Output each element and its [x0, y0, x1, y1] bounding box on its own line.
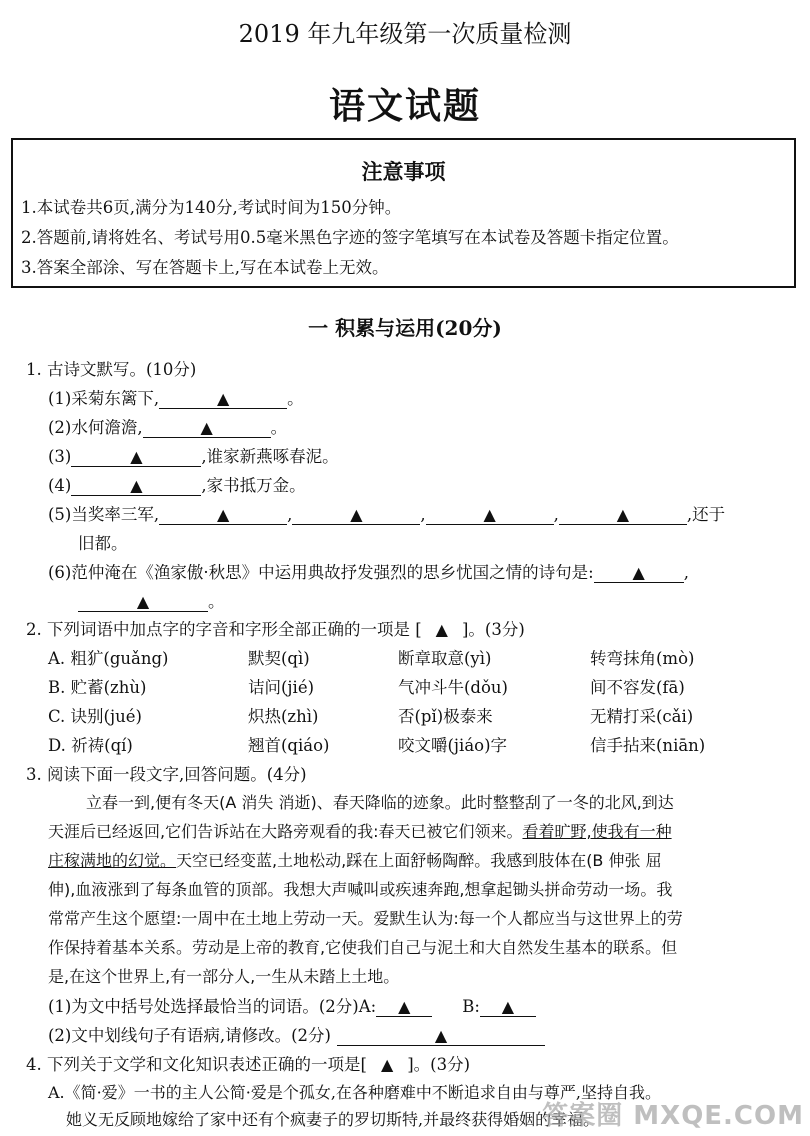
blank-triangle-icon: ▲	[216, 389, 230, 408]
q2-option-b1: B. 贮蓄(zhù)	[48, 678, 147, 697]
blank-triangle-icon: ▲	[350, 505, 363, 524]
q3-stem: 3. 阅读下面一段文字,回答问题。(4分)	[26, 765, 307, 784]
answer-blank[interactable]	[594, 564, 684, 583]
answer-blank[interactable]	[337, 1027, 545, 1046]
q1-item-3-label: (3)	[48, 447, 72, 466]
q1-item-5-label: (5)当奖率三军,	[48, 505, 160, 524]
q1-item-1	[48, 385, 304, 409]
q1-item-5-end: ,还于	[686, 505, 726, 524]
q3-passage-line-2-text: 天涯后已经返回,它们告诉站在大路旁观看的我:春天已被它们领来。	[48, 822, 523, 841]
q2-stem-pre: 2. 下列词语中加点字的字音和字形全部正确的一项是 [	[26, 620, 422, 639]
blank-triangle-icon: ▲	[398, 997, 411, 1016]
answer-blank[interactable]	[143, 419, 271, 438]
q3-sub-2	[48, 1022, 545, 1046]
q1-item-5	[48, 501, 725, 525]
q3-passage-line-5: 常常产生这个愿望:一周中在土地上劳动一天。爱默生认为:每一个人都应当与这世界上的劳	[48, 909, 683, 928]
q2-option-a4: 转弯抹角(mò)	[590, 649, 695, 668]
notice-item-2: 2.答题前,请将姓名、考试号用0.5毫米黑色字迹的签字笔填写在本试卷及答题卡指定位置。	[21, 228, 679, 247]
answer-triangle-icon[interactable]: ▲	[380, 1055, 394, 1074]
blank-triangle-icon: ▲	[632, 563, 645, 582]
blank-triangle-icon: ▲	[136, 592, 150, 611]
notice-item-1: 1.本试卷共6页,满分为140分,考试时间为150分钟。	[21, 198, 402, 217]
q2-option-d3: 咬文嚼(jiáo)字	[398, 736, 508, 755]
q2-option-d1: D. 祈祷(qí)	[48, 736, 133, 755]
blank-triangle-icon: ▲	[216, 505, 230, 524]
q3-passage-line-7: 是,在这个世界上,有一部分人,一生从未踏上土地。	[48, 967, 400, 986]
q3-passage-line-1: 立春一到,便有冬天(A 消失 消逝)、春天降临的迹象。此时整整刮了一冬的北风,到达	[86, 793, 674, 812]
q3-passage-line-4: 伸),血液涨到了每条血管的顶部。我想大声喊叫或疾速奔跑,想拿起锄头拼命劳动一场。我	[48, 880, 673, 899]
q2-option-d2: 翘首(qiáo)	[248, 736, 330, 755]
q2-option-a3: 断章取意(yì)	[398, 649, 492, 668]
q3-passage-line-6: 作保持着基本关系。劳动是上帝的教育,它使我们自己与泥土和大自然发生基本的联系。但	[48, 938, 678, 957]
q2-option-b4: 间不容发(fā)	[590, 678, 685, 697]
answer-blank[interactable]	[480, 998, 536, 1017]
answer-blank[interactable]	[71, 448, 201, 467]
notice-heading: 注意事项	[361, 159, 446, 184]
q1-item-4	[48, 472, 306, 496]
answer-blank[interactable]	[159, 390, 287, 409]
blank-triangle-icon: ▲	[130, 447, 143, 466]
answer-blank[interactable]	[376, 998, 432, 1017]
q4-stem-pre: 4. 下列关于文学和文化知识表述正确的一项是[	[26, 1055, 367, 1074]
q1-item-3-end: ,谁家新燕啄春泥。	[201, 447, 339, 466]
blank-triangle-icon: ▲	[434, 1026, 448, 1045]
q2-option-c2: 炽热(zhì)	[248, 707, 319, 726]
q2-stem	[26, 616, 525, 640]
blank-triangle-icon: ▲	[616, 505, 630, 524]
q3-underlined-sentence-part-2: 庄稼满地的幻觉。	[48, 851, 177, 870]
blank-triangle-icon: ▲	[483, 505, 496, 524]
answer-blank[interactable]	[426, 506, 554, 525]
q3-sub-1-b-label: B:	[462, 997, 480, 1016]
q3-sub-1-text: (1)为文中括号处选择最恰当的词语。(2分)A:	[48, 997, 377, 1016]
q3-sub-2-text: (2)文中划线句子有语病,请修改。(2分)	[48, 1026, 331, 1045]
answer-triangle-icon[interactable]: ▲	[435, 620, 448, 639]
q1-item-4-end: ,家书抵万金。	[201, 476, 306, 495]
q1-item-4-label: (4)	[48, 476, 72, 495]
q3-passage-line-3	[48, 848, 662, 871]
q1-item-6-end: 。	[208, 592, 225, 611]
q2-option-c3: 否(pǐ)极泰来	[398, 707, 493, 726]
q1-item-6	[48, 559, 689, 583]
q1-item-1-end: 。	[287, 389, 304, 408]
notice-item-3: 3.答案全部涂、写在答题卡上,写在本试卷上无效。	[21, 258, 389, 277]
q2-option-c4: 无精打采(cǎi)	[590, 707, 694, 726]
answer-blank[interactable]	[78, 593, 208, 612]
notice-box	[11, 138, 796, 288]
section-heading: 一 积累与运用(20分)	[308, 316, 502, 340]
q1-item-5-sep: ,	[420, 505, 426, 524]
q2-option-b2: 诘问(jié)	[248, 678, 315, 697]
watermark: 答案圈 MXQE.COM	[542, 1101, 804, 1131]
blank-triangle-icon: ▲	[501, 997, 515, 1016]
q2-option-a1: A. 粗犷(guǎng)	[48, 649, 169, 668]
answer-blank[interactable]	[292, 506, 420, 525]
q1-stem: 1. 古诗文默写。(10分)	[26, 360, 197, 379]
answer-blank[interactable]	[71, 477, 201, 496]
q4-option-a-line-2: 她义无反顾地嫁给了家中还有个疯妻子的罗切斯特,并最终获得婚姻的幸福。	[66, 1110, 600, 1129]
q3-underlined-sentence-part-1: 看着旷野,使我有一种	[522, 822, 672, 841]
q4-stem	[26, 1051, 470, 1075]
q1-item-1-label: (1)采菊东篱下,	[48, 389, 160, 408]
answer-blank[interactable]	[559, 506, 687, 525]
q1-item-3	[48, 443, 339, 467]
q2-option-b3: 气冲斗牛(dǒu)	[398, 678, 508, 697]
q2-option-d4: 信手拈来(niān)	[590, 736, 706, 755]
blank-triangle-icon: ▲	[130, 476, 143, 495]
q1-item-5-continuation: 旧都。	[78, 534, 128, 553]
paper-title: 语文试题	[328, 85, 481, 127]
q1-item-5-sep: ,	[287, 505, 293, 524]
q1-item-2-end: 。	[270, 418, 288, 437]
q1-item-2	[48, 414, 287, 438]
q2-option-c1: C. 诀别(jué)	[48, 707, 142, 726]
q1-item-6-sep: ,	[683, 563, 689, 582]
answer-blank[interactable]	[159, 506, 287, 525]
q2-option-a2: 默契(qì)	[248, 649, 310, 668]
q4-stem-post: ]。(3分)	[407, 1055, 471, 1074]
q3-sub-1	[48, 993, 536, 1017]
blank-triangle-icon: ▲	[200, 418, 213, 437]
q1-item-6-label: (6)范仲淹在《渔家傲·秋思》中运用典故抒发强烈的思乡忧国之情的诗句是:	[48, 563, 594, 582]
exam-title: 2019 年九年级第一次质量检测	[238, 20, 572, 48]
q1-item-6-continuation	[78, 588, 225, 612]
q1-item-5-sep: ,	[553, 505, 559, 524]
q2-stem-post: ]。(3分)	[461, 620, 525, 639]
q3-passage-line-3-text: 天空已经变蓝,土地松动,踩在上面舒畅陶醉。我感到肢体在(B 伸张 屈	[176, 851, 662, 870]
q1-item-2-label: (2)水何澹澹,	[48, 418, 143, 437]
q3-passage-line-2	[48, 819, 672, 842]
q4-option-a-line-1: A.《简·爱》一书的主人公简·爱是个孤女,在各种磨难中不断追求自由与尊严,坚持自我。	[48, 1083, 661, 1102]
